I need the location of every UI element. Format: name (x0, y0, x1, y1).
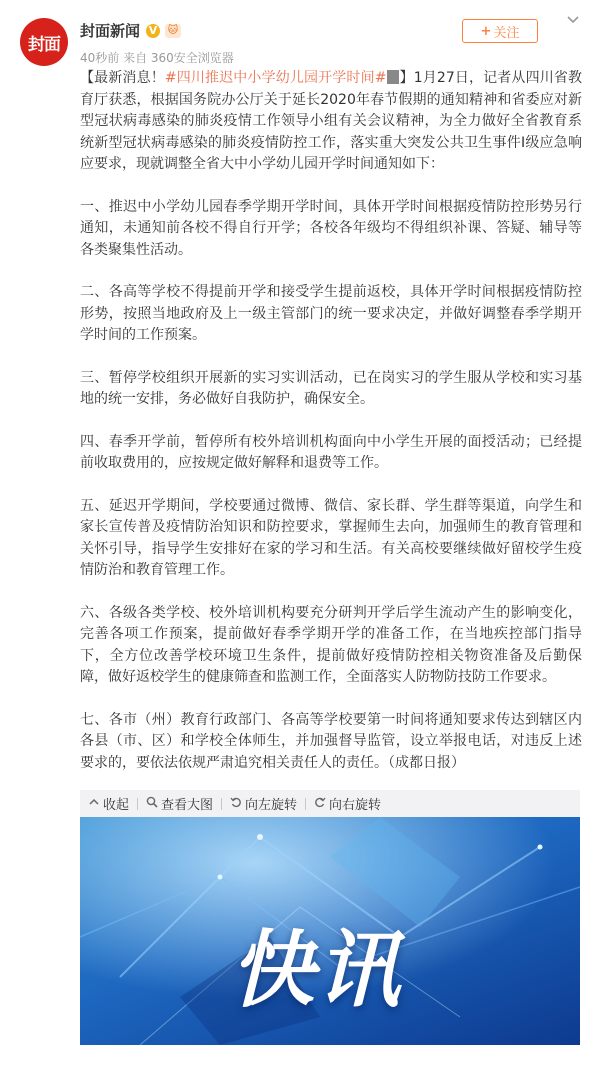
view-large-label: 查看大图 (161, 798, 214, 813)
author-name[interactable]: 封面新闻 (80, 22, 141, 40)
paragraph-3: 三、暂停学校组织开展新的实习实训活动，已在岗实习的学生服从学校和实习基地的统一安排，务必做好自我防护，确保安全。 (80, 369, 582, 407)
paragraph-7: 七、各市（州）教育行政部门、各高等学校要第一时间将通知要求传达到辖区内各县（市、区）和学校全体师生，并加强督导监管，设立举报电话，对违反上述要求的，要依法依规严肃追究相关责任人的责任。（成都日报） (80, 711, 582, 771)
paragraph-5: 五、延迟开学期间，学校要通过微博、微信、家长群、学生群等渠道，向学生和家长宣传普及疫情防治知识和防控要求，掌握师生去向，加强师生的教育管理和关怀引导，指导学生安排好在家的学习和生活。有关高校要继续做好留校学生疫情防治和教育管理工作。 (80, 497, 582, 578)
post-image[interactable] (80, 817, 580, 1045)
paragraph-6: 六、各级各类学校、校外培训机构要充分研判开学后学生流动产生的影响变化，完善各项工作预案，提前做好春季学期开学的准备工作，在当地疾控部门指导下，全方位改善学校环境卫生条件，提前做好疫情防控相关物资准备及后勤保障，做好返校学生的健康筛查和监测工作，全面落实人防物防技防工作要求。 (80, 604, 582, 685)
lead-title: 【最新消息！ (80, 70, 165, 86)
avatar[interactable]: 封面 (20, 18, 68, 66)
chevron-down-icon[interactable] (566, 12, 580, 26)
rotate-left-icon (230, 796, 242, 812)
post-header (0, 0, 600, 68)
paragraph-2: 二、各高等学校不得提前开学和接受学生提前返校，具体开学时间根据疫情防控形势，按照当地政府及上一级主管部门的统一要求决定，并做好调整春季学期开学时间的工作预案。 (80, 284, 582, 343)
rotate-right-icon (314, 796, 326, 812)
member-badge-icon: 🐱 (165, 24, 181, 38)
follow-button[interactable] (462, 19, 538, 43)
paragraph-4: 四、春季开学前，暂停所有校外培训机构面向中小学生开展的面授活动；已经提前收取费用的，应按规定做好解释和退费等工作。 (80, 433, 582, 471)
image-toolbar (80, 790, 580, 817)
plus-icon: + (480, 23, 492, 39)
collapse-button[interactable] (80, 794, 137, 813)
image-headline: 快讯 (230, 921, 403, 1019)
paragraph-1: 一、推迟中小学幼儿园春季学期开学时间，具体开学时间根据疫情防控形势另行通知，未通知前各校不得自行开学；各校各年级均不得组织补课、答疑、辅导等各类聚集性活动。 (80, 198, 582, 258)
magnifier-icon (146, 796, 158, 812)
rotate-right-label: 向右旋转 (329, 798, 382, 813)
collapse-icon (88, 796, 100, 812)
lead-body: 】1月27日，记者从四川省教育厅获悉，根据国务院办公厅关于延长2020年春节假期的通知精神和省委应对新型冠状病毒感染的肺炎疫情工作领导小组有关会议精神，为全力做好全省教育系统新型冠状病毒感染的肺炎疫情防控工作，落实重大突发公共卫生事件Ⅰ级应急响应要求，现就调整全省大中小学幼儿园开学时间通知如下： (80, 70, 582, 172)
view-large-button[interactable] (138, 794, 221, 813)
author-row (80, 20, 181, 41)
verified-icon: V (146, 24, 160, 38)
lead-paragraph (80, 68, 582, 176)
follow-label: 关注 (493, 25, 520, 41)
post-meta: 40秒前 来自 360安全浏览器 (80, 51, 234, 65)
rotate-left-label: 向左旋转 (245, 798, 298, 813)
microphone-icon (387, 70, 399, 84)
rotate-left-button[interactable] (222, 794, 305, 813)
collapse-label: 收起 (103, 798, 130, 813)
post-body (0, 68, 600, 774)
hashtag-link[interactable] (165, 70, 400, 86)
rotate-right-button[interactable] (306, 794, 389, 813)
hashtag-text: #四川推迟中小学幼儿园开学时间# (164, 70, 387, 86)
